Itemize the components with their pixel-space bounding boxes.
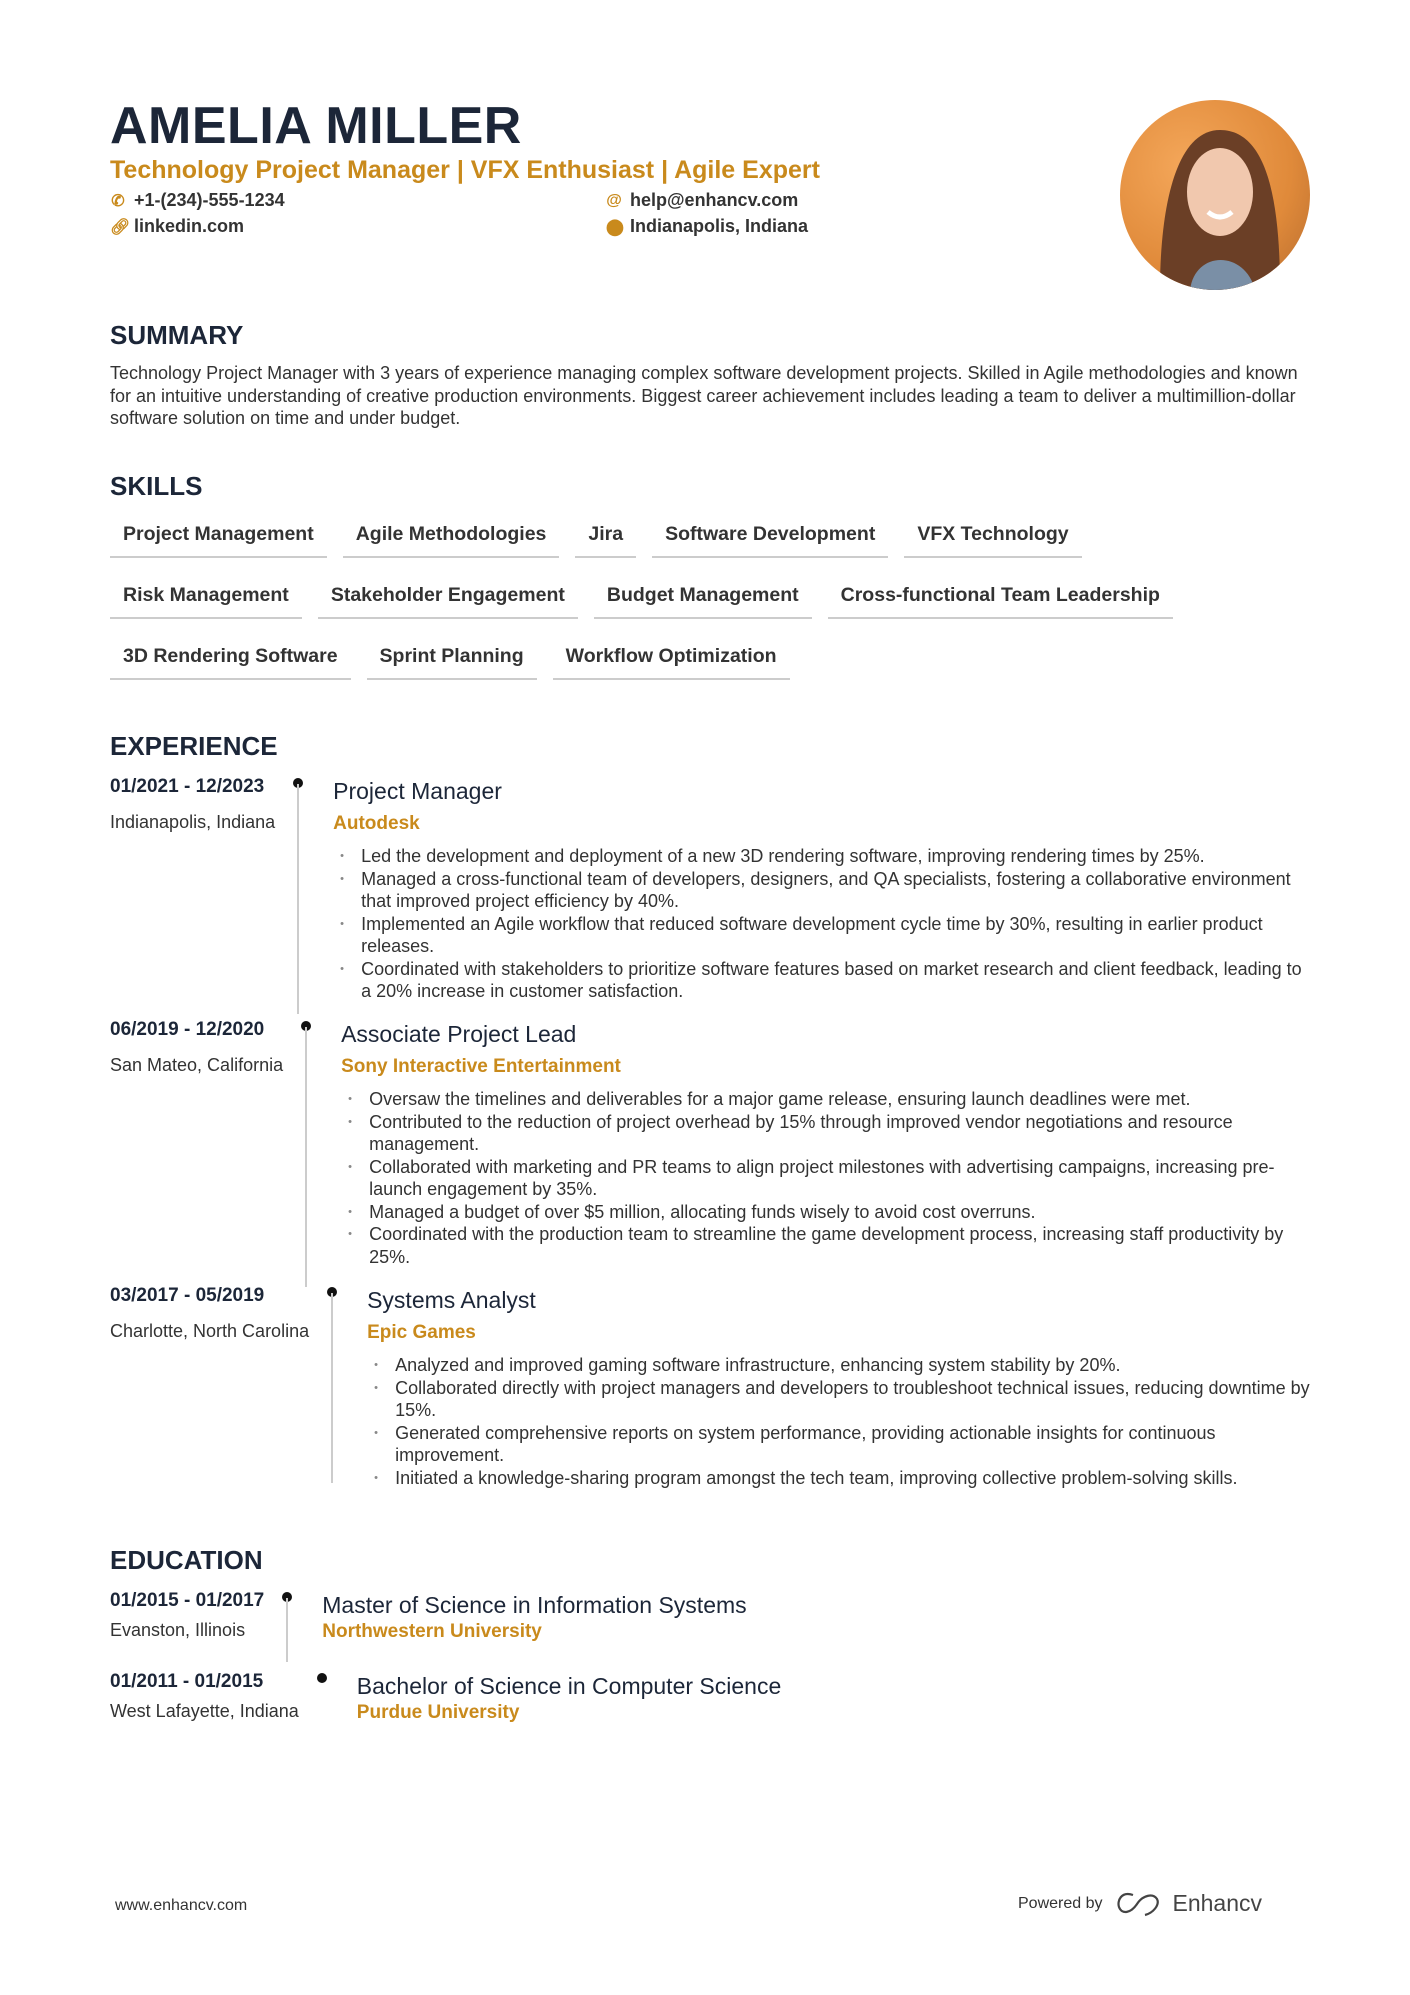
bullet-list	[341, 1088, 1310, 1268]
link-text[interactable]: linkedin.com	[134, 216, 245, 236]
timeline-dot	[317, 1673, 327, 1683]
bullet-item: • Implemented an Agile workflow that reduced software development cycle time by 30%, resulting in earlier product releases.	[333, 913, 1310, 958]
link-icon: 🔗︎	[110, 218, 131, 236]
date-range: 01/2011 - 01/2015	[110, 1671, 264, 1692]
location-pin-icon: ⬤	[606, 218, 624, 236]
bullet-item: • Managed a budget of over $5 million, allocating funds wisely to avoid cost overruns.	[341, 1201, 1310, 1224]
experience-heading: EXPERIENCE	[110, 731, 278, 761]
skill-tag: Cross-functional Team Leadership	[828, 576, 1173, 619]
school-location: West Lafayette, Indiana	[110, 1701, 299, 1721]
job-role: Systems Analyst	[367, 1287, 536, 1313]
skill-tag: Project Management	[110, 515, 327, 558]
location-text: Indianapolis, Indiana	[630, 216, 809, 236]
skill-tag: Sprint Planning	[367, 637, 537, 680]
job-location: San Mateo, California	[110, 1055, 284, 1075]
education-entry	[110, 1671, 1310, 1724]
date-column	[110, 1019, 283, 1268]
school-name: Purdue University	[356, 1702, 520, 1723]
date-column	[110, 1285, 309, 1489]
bullet-item: • Initiated a knowledge-sharing program amongst the tech team, improving collective problem-solving skills.	[367, 1467, 1310, 1490]
skill-tag: Stakeholder Engagement	[318, 576, 578, 619]
timeline	[293, 776, 333, 1003]
date-range: 06/2019 - 12/2020	[110, 1019, 265, 1040]
date-range: 03/2017 - 05/2019	[110, 1285, 265, 1306]
location-contact	[606, 216, 808, 237]
skill-tag: Risk Management	[110, 576, 302, 619]
summary-text: Technology Project Manager with 3 years of experience managing complex software development projects. Skilled in Agile methodologies and known for an intuitive understanding of creative production environments. Biggest career achievement includes leading a team to deliver a multimillion-dollar software solution on time and under budget.	[110, 363, 1298, 428]
enhancv-brand: Enhancv	[1172, 1890, 1263, 1916]
timeline-line	[305, 1027, 307, 1287]
degree: Master of Science in Information Systems	[322, 1592, 747, 1618]
timeline	[282, 1590, 322, 1643]
education-heading: EDUCATION	[110, 1545, 263, 1575]
footer-website[interactable]: www.enhancv.com	[115, 1897, 248, 1914]
timeline-line	[331, 1293, 333, 1483]
bullet-item: • Led the development and deployment of a new 3D rendering software, improving rendering times by 25%.	[333, 845, 1310, 868]
bullet-item: • Contributed to the reduction of project overhead by 15% through improved vendor negotiations and resource management.	[341, 1111, 1310, 1156]
skills-row	[110, 576, 1310, 619]
experience-entry	[110, 1019, 1310, 1268]
job-location: Charlotte, North Carolina	[110, 1321, 310, 1341]
skill-tag: Budget Management	[594, 576, 812, 619]
experience-entry	[110, 1285, 1310, 1489]
degree: Bachelor of Science in Computer Science	[356, 1673, 782, 1699]
phone-text: +1-(234)-555-1234	[134, 190, 285, 210]
timeline-line	[286, 1598, 288, 1662]
phone-icon: ✆	[111, 192, 125, 210]
email-text[interactable]: help@enhancv.com	[630, 190, 799, 210]
bullet-item: • Analyzed and improved gaming software infrastructure, enhancing system stability by 20%.	[367, 1354, 1310, 1377]
summary-heading: SUMMARY	[110, 320, 244, 350]
school-name: Northwestern University	[322, 1621, 542, 1642]
link-contact[interactable]	[110, 216, 244, 237]
timeline	[317, 1671, 357, 1724]
skills-heading: SKILLS	[110, 471, 203, 501]
school-location: Evanston, Illinois	[110, 1620, 246, 1640]
skill-tag: Agile Methodologies	[343, 515, 560, 558]
company-name: Autodesk	[333, 813, 420, 834]
bullet-list	[367, 1354, 1310, 1489]
bullet-list	[333, 845, 1310, 1003]
skill-tag: Jira	[575, 515, 636, 558]
email-contact[interactable]	[606, 190, 798, 211]
at-icon: @	[606, 191, 622, 209]
skills-row	[110, 637, 1310, 680]
profile-photo	[1120, 100, 1310, 290]
bullet-item: • Coordinated with the production team to streamline the game development process, increasing staff productivity by 25%.	[341, 1223, 1310, 1268]
skill-tag: Software Development	[652, 515, 888, 558]
skill-tag: Workflow Optimization	[553, 637, 790, 680]
powered-by	[1018, 1890, 1262, 1917]
timeline-line	[297, 784, 299, 1014]
date-column	[110, 776, 275, 1003]
timeline	[327, 1285, 367, 1489]
bullet-item: • Collaborated with marketing and PR teams to align project milestones with advertising campaigns, increasing pre-launch engagement by 35%.	[341, 1156, 1310, 1201]
company-name: Epic Games	[367, 1322, 476, 1343]
timeline	[301, 1019, 341, 1268]
bullet-item: • Generated comprehensive reports on system performance, providing actionable insights for continuous improvement.	[367, 1422, 1310, 1467]
enhancv-logo-icon	[1115, 1891, 1161, 1917]
job-location: Indianapolis, Indiana	[110, 812, 276, 832]
job-role: Project Manager	[333, 778, 502, 804]
education-entry	[110, 1590, 1310, 1643]
experience-entry	[110, 776, 1310, 1003]
company-name: Sony Interactive Entertainment	[341, 1056, 621, 1077]
candidate-name: AMELIA MILLER	[110, 97, 522, 155]
bullet-item: • Managed a cross-functional team of developers, designers, and QA specialists, fostering a collaborative environment that improved project efficiency by 40%.	[333, 868, 1310, 913]
date-range: 01/2021 - 12/2023	[110, 776, 265, 797]
job-role: Associate Project Lead	[341, 1021, 577, 1047]
bullet-item: • Coordinated with stakeholders to prioritize software features based on market research and client feedback, leading to a 20% increase in customer satisfaction.	[333, 958, 1310, 1003]
candidate-title: Technology Project Manager | VFX Enthusiast | Agile Expert	[110, 156, 820, 184]
skill-tag: 3D Rendering Software	[110, 637, 351, 680]
skills-row	[110, 515, 1310, 558]
phone-contact	[110, 190, 285, 211]
skill-tag: VFX Technology	[904, 515, 1081, 558]
bullet-item: • Oversaw the timelines and deliverables for a major game release, ensuring launch deadlines were met.	[341, 1088, 1310, 1111]
skills-list	[110, 515, 1310, 698]
bullet-item: • Collaborated directly with project managers and developers to troubleshoot technical issues, reducing downtime by 15%.	[367, 1377, 1310, 1422]
powered-by-text: Powered by	[1018, 1894, 1103, 1912]
date-range: 01/2015 - 01/2017	[110, 1590, 265, 1611]
